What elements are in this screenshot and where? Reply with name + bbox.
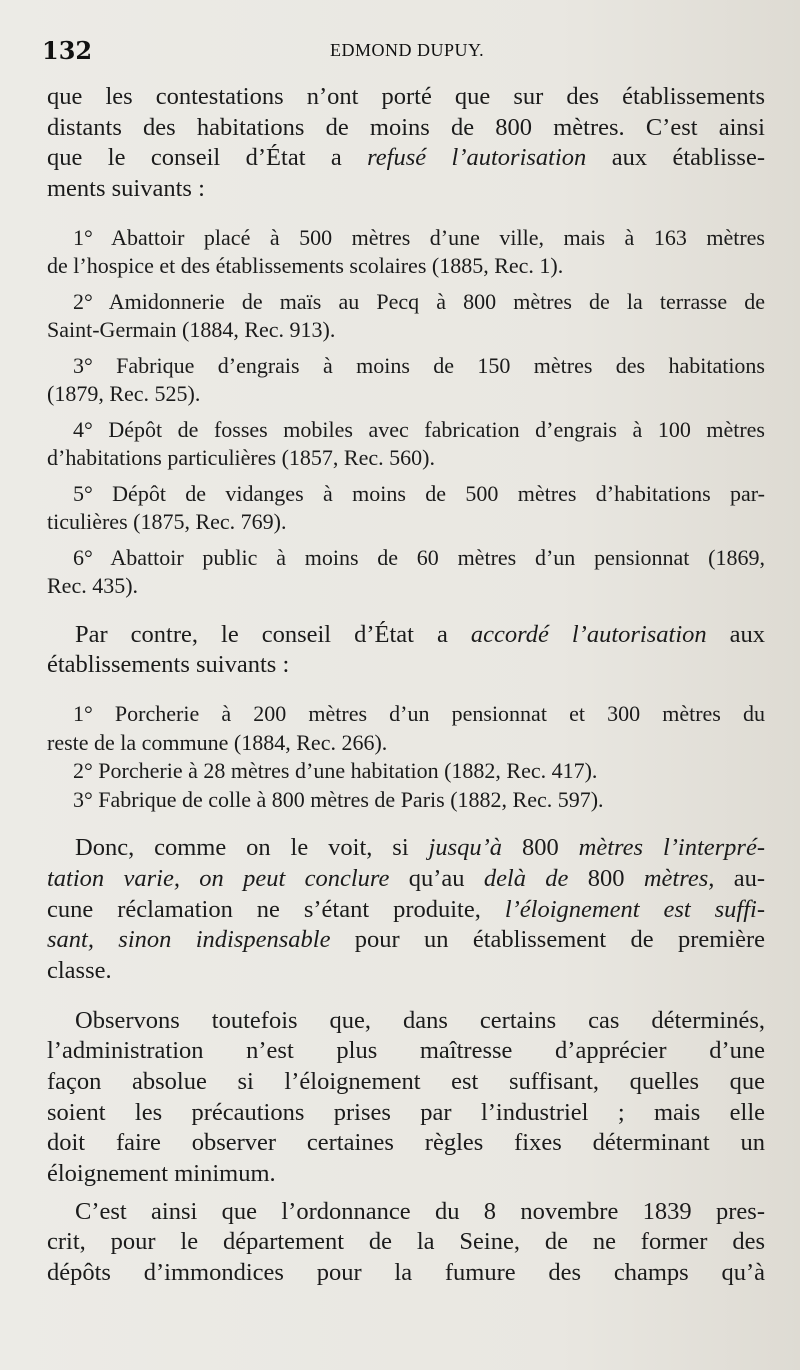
text-line: que les contestations n’ont porté que sur des établissements — [47, 83, 765, 110]
text-line: établissements suivants : — [47, 651, 290, 679]
text-line: dépôts d’immondices pour la fumure des champs qu’à — [47, 1259, 765, 1287]
text-line: distants des habitations de moins de 800 mètres. C’est ainsi — [47, 113, 765, 141]
emphasis-text: l’éloignement est suffi- — [504, 895, 765, 923]
list-item-continuation: Rec. 435). — [47, 573, 139, 599]
list-item-continuation: Saint-Germain (1884, Rec. 913). — [47, 317, 336, 343]
text-line: Donc, comme on le voit, si jusqu’à 800 mètres l’interpré- — [75, 834, 766, 862]
paragraph-ordinance — [47, 1197, 765, 1289]
text-line: doit faire observer certaines règles fixes déterminant un — [47, 1129, 765, 1157]
list-item: 5° Dépôt de vidanges à moins de 500 mètres d’habitations par- — [73, 480, 765, 506]
list-item: 3° Fabrique d’engrais à moins de 150 mètres des habitations — [73, 352, 765, 378]
text-line: Par contre, le conseil d’État a accordé l’autorisation aux — [75, 620, 766, 648]
emphasis-text: delà de — [483, 864, 569, 892]
emphasis-text: tation varie, on peut conclure — [47, 864, 390, 892]
running-title: EDMOND DUPUY. — [330, 40, 485, 60]
list-item-continuation: d’habitations particulières (1857, Rec. 560). — [47, 445, 435, 471]
list-item: 2° Amidonnerie de maïs au Pecq à 800 mètres de la terrasse de — [73, 288, 765, 314]
paragraph-contrast — [47, 620, 765, 681]
text-line: éloignement minimum. — [47, 1160, 276, 1187]
text-line: que le conseil d’État a refusé l’autorisation aux établisse- — [47, 144, 765, 172]
text-line: Observons toutefois que, dans certains cas déterminés, — [75, 1006, 765, 1034]
paragraph-conclusion — [47, 833, 765, 986]
list-item: 1° Porcherie à 200 mètres d’un pensionnat et 300 mètres du — [73, 701, 765, 727]
text-line: l’administration n’est plus maîtresse d’apprécier d’une — [47, 1037, 765, 1065]
list-item: 1° Abattoir placé à 500 mètres d’une ville, mais à 163 mètres — [73, 224, 765, 250]
text-line: façon absolue si l’éloignement est suffisant, quelles que — [47, 1067, 765, 1095]
list-item-continuation: de l’hospice et des établissements scolaires (1885, Rec. 1). — [47, 253, 564, 279]
list-item-continuation: (1879, Rec. 525). — [47, 381, 201, 407]
list-item-continuation: ticulières (1875, Rec. 769). — [47, 509, 287, 535]
emphasis-text: mètres l’interpré- — [578, 834, 766, 862]
text-line: tation varie, on peut conclure qu’au delà de 800 mètres, au- — [47, 864, 765, 892]
text-line: C’est ainsi que l’ordonnance du 8 novembre 1839 pres- — [75, 1197, 765, 1225]
emphasis-text: sant, sinon indispensable — [47, 926, 331, 954]
page-number: 132 — [42, 36, 93, 65]
authorized-list — [47, 700, 765, 814]
body-text — [47, 82, 765, 1289]
refused-list — [47, 224, 765, 601]
list-item: 6° Abattoir public à moins de 60 mètres d’un pensionnat (1869, — [73, 544, 765, 570]
list-item: 4° Dépôt de fosses mobiles avec fabrication d’engrais à 100 mètres — [73, 416, 765, 442]
emphasis-text: refusé l’autorisation — [367, 144, 587, 172]
emphasis-text: mètres, — [643, 864, 715, 892]
emphasis-text: jusqu’à — [428, 834, 503, 862]
page-header — [42, 36, 762, 76]
text-line: ments suivants : — [47, 175, 205, 203]
paragraph-intro — [47, 82, 765, 205]
text-line: crit, pour le département de la Seine, de ne former des — [47, 1228, 765, 1256]
paragraph-observation — [47, 1006, 765, 1190]
list-item: 2° Porcherie à 28 mètres d’une habitation (1882, Rec. 417). — [73, 758, 598, 784]
list-item: 3° Fabrique de colle à 800 mètres de Paris (1882, Rec. 597). — [73, 786, 604, 812]
text-line: classe. — [47, 956, 112, 984]
list-item-continuation: reste de la commune (1884, Rec. 266). — [47, 729, 388, 755]
text-line: soient les précautions prises par l’industriel ; mais elle — [47, 1098, 765, 1126]
emphasis-text: accordé l’autorisation — [470, 620, 707, 648]
text-line: sant, sinon indispensable pour un établissement de première — [47, 926, 766, 954]
text-line: cune réclamation ne s’étant produite, l’éloignement est suffi- — [47, 895, 765, 923]
